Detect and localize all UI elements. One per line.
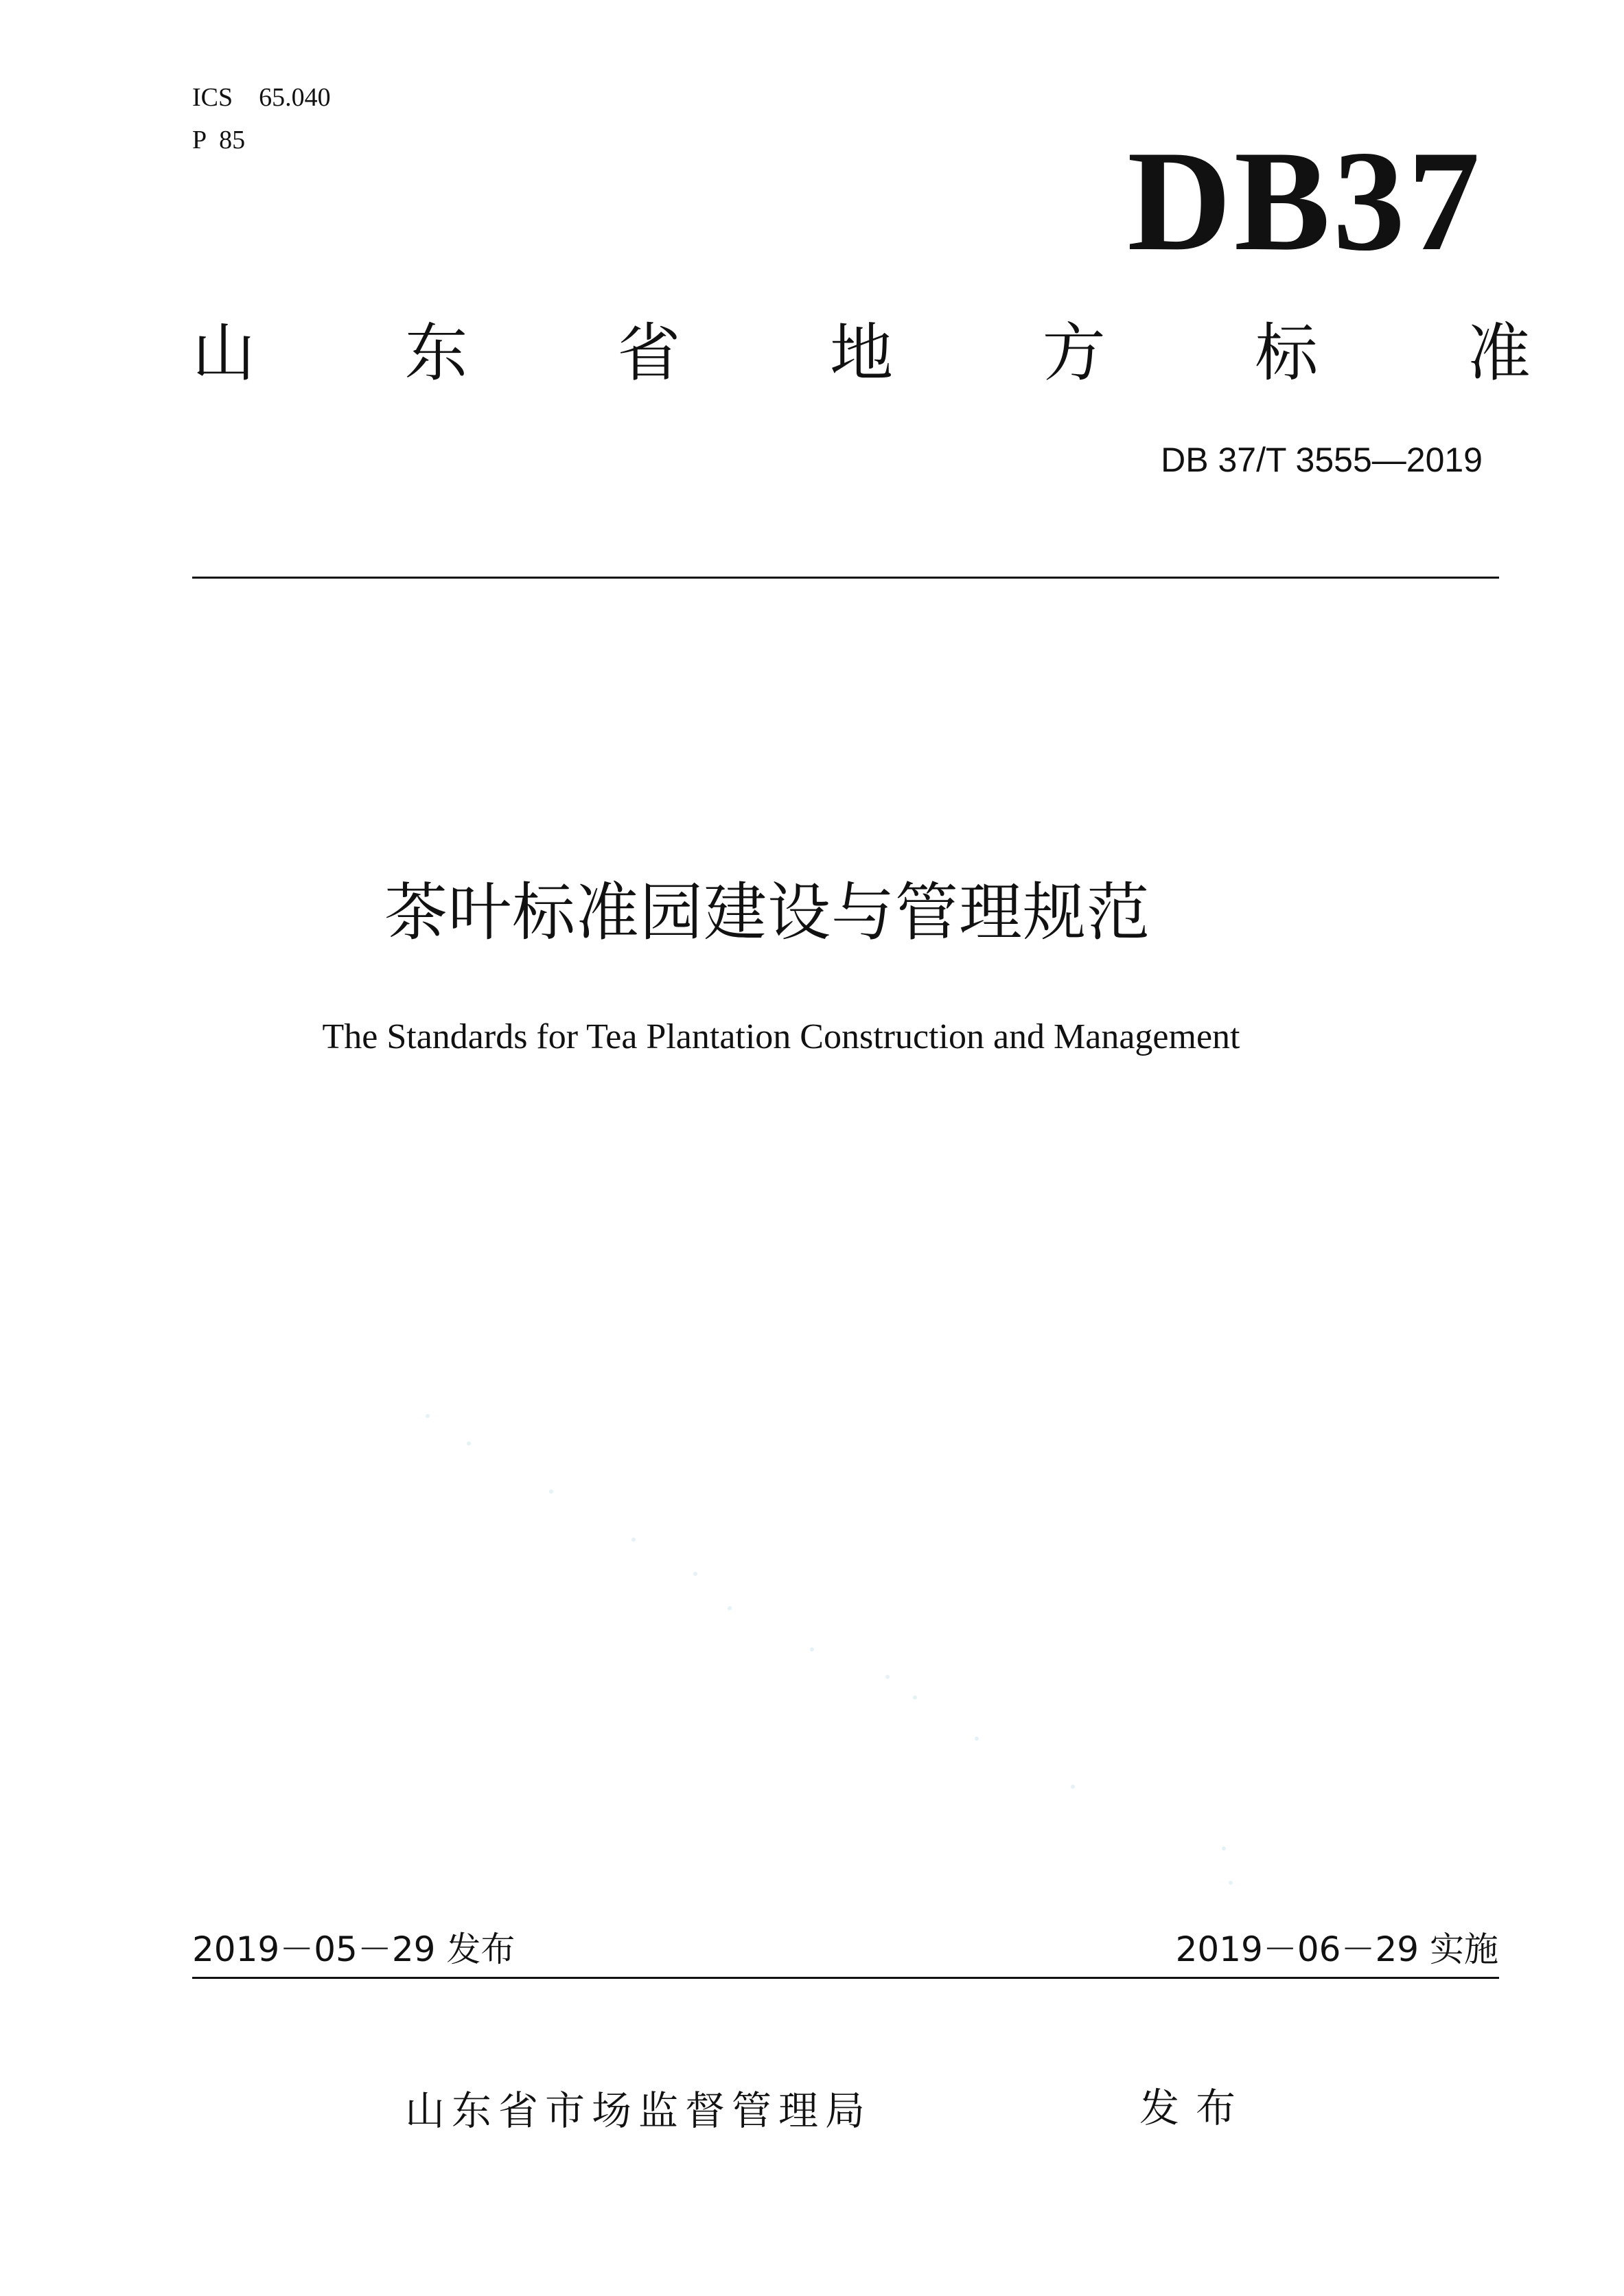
ccs-label: P — [192, 126, 207, 154]
ics-code: 65.040 — [259, 83, 331, 112]
standard-type-char: 省 — [617, 316, 681, 390]
ics-label: ICS — [192, 83, 233, 112]
standard-type-heading — [192, 316, 1531, 391]
ics-classification — [192, 82, 331, 113]
ccs-classification — [192, 125, 245, 155]
document-title-chinese: 茶叶标准园建设与管理规范 — [384, 876, 1150, 949]
db37-logo: DB37 — [1127, 121, 1483, 281]
standard-type-char: 标 — [1255, 316, 1319, 390]
implementation-date: 2019－06－29 实施 — [1175, 1929, 1498, 1969]
issue-date: 2019－05－29 发布 — [192, 1929, 515, 1969]
standard-type-char: 地 — [829, 316, 893, 390]
date-divider — [192, 1977, 1499, 1979]
document-title-english: The Standards for Tea Plantation Construction and Management — [322, 1017, 1240, 1056]
header-divider — [192, 577, 1499, 579]
standard-type-char: 方 — [1042, 316, 1106, 390]
standard-number: DB 37/T 3555—2019 — [1161, 441, 1483, 479]
publisher-name: 山东省市场监督管理局 — [405, 2087, 872, 2134]
standard-type-char: 准 — [1467, 316, 1531, 390]
publish-label: 发布 — [1139, 2085, 1253, 2131]
standard-type-char: 东 — [404, 316, 468, 390]
ccs-code: 85 — [219, 126, 246, 154]
standard-type-char: 山 — [192, 316, 256, 390]
